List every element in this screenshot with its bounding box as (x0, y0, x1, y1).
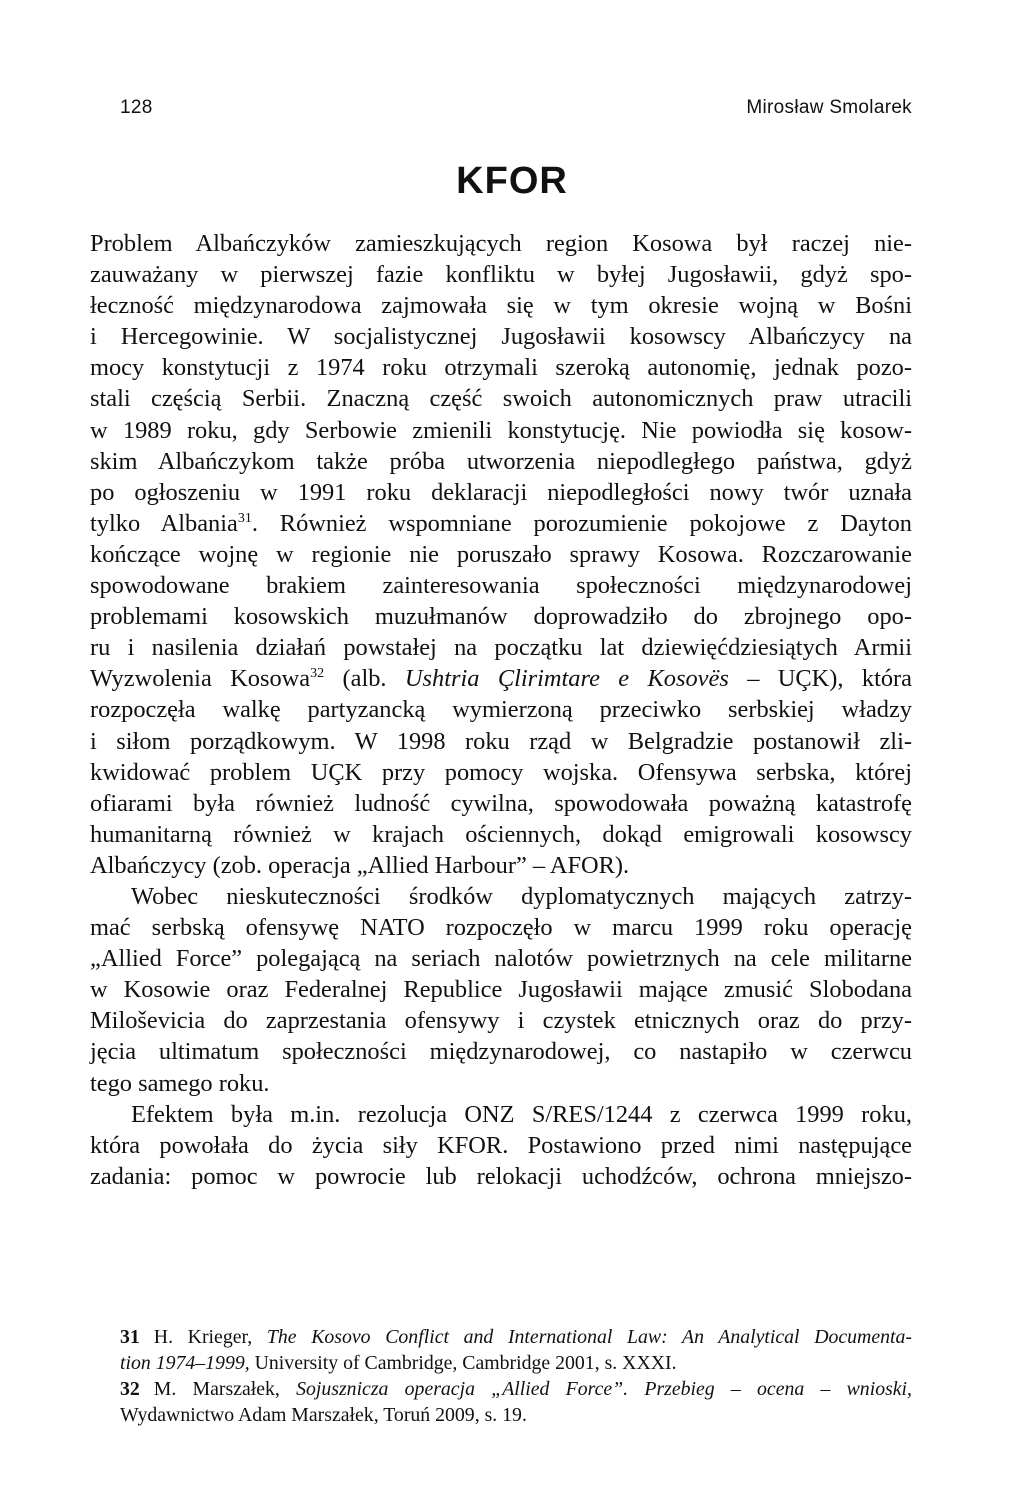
text-line: Wobec nieskuteczności środków dyplomatycznych mających zatrzy- (131, 882, 912, 910)
text-line: skim Albańczykom także próba utworzenia niepodległego państwa, gdyż (90, 447, 912, 475)
text-line: mocy konstytucji z 1974 roku otrzymali szeroką autonomię, jednak pozo- (90, 354, 912, 382)
text-fragment: – UÇK), która (728, 665, 912, 693)
text-fragment: H. Krieger, (153, 1326, 267, 1348)
italic-title: Sojusznicza operacja „Allied Force”. Przebieg – ocena – wnioski, (296, 1378, 913, 1400)
footnote-number: 32 (120, 1378, 140, 1400)
text-fragment: M. Marszałek, (153, 1378, 297, 1400)
footnote-ref-31: 31 (237, 510, 252, 526)
footnotes (120, 1324, 912, 1428)
text-line: jęcia ultimatum społeczności międzynarodowej, co nastapiło w czerwcu (90, 1038, 912, 1066)
text-fragment: tylko Albania (90, 509, 238, 537)
text-line: tego samego roku. (90, 1069, 270, 1097)
page-number: 128 (120, 97, 153, 118)
text-line: rozpoczęła walkę partyzancką wymierzoną przeciwko serbskiej władzy (90, 696, 912, 724)
paragraph-3 (90, 1099, 912, 1192)
text-line: humanitarną również w krajach ościennych, dokąd emigrowali kosowscy (90, 820, 912, 848)
text-line: i siłom porządkowym. W 1998 roku rząd w Belgradzie postanowił zli- (90, 727, 912, 755)
text-line: mać serbską ofensywę NATO rozpoczęło w marcu 1999 roku operację (90, 914, 912, 942)
text-fragment: . Również wspomniane porozumienie pokojowe z Dayton (251, 509, 912, 537)
text-line: kwidować problem UÇK przy pomocy wojska. Ofensywa serbska, której (90, 758, 912, 786)
text-line: „Allied Force” polegającą na seriach nalotów powietrznych na cele militarne (90, 945, 912, 973)
footnote-ref-32: 32 (310, 666, 325, 682)
text-line: ru i nasilenia działań powstałej na początku lat dziewięćdziesiątych Armii (90, 634, 912, 662)
text-line: stali częścią Serbii. Znaczną część swoich autonomicznych praw utracili (90, 385, 912, 413)
text-line: łeczność międzynarodowa zajmowała się w tym okresie wojną w Bośni (90, 292, 912, 320)
text-line: i Hercegowinie. W socjalistycznej Jugosławii kosowscy Albańczycy na (90, 323, 912, 351)
text-line: ofiarami była również ludność cywilna, spowodowała poważną katastrofę (90, 789, 912, 817)
text-line (90, 663, 912, 694)
paragraph-2 (90, 881, 912, 1099)
footnote-32-line (120, 1376, 912, 1402)
text-line: w 1989 roku, gdy Serbowie zmienili konstytucję. Nie powiodła się kosow- (90, 416, 912, 444)
footnote-32-line: Wydawnictwo Adam Marszałek, Toruń 2009, s. 19. (120, 1404, 527, 1426)
text-line: po ogłoszeniu w 1991 roku deklaracji niepodległości nowy twór uznała (90, 478, 912, 506)
text-line: w Kosowie oraz Federalnej Republice Jugosławii mające zmusić Slobodana (90, 976, 912, 1004)
italic-term: Ushtria Çlirimtare e Kosovës (404, 665, 729, 693)
text-line: Problem Albańczyków zamieszkujących region Kosowa był raczej nie- (90, 230, 912, 257)
text-line: zauważany w pierwszej fazie konfliktu w byłej Jugosławii, gdyż spo- (90, 261, 912, 289)
text-line: Albańczycy (zob. operacja „Allied Harbour” – AFOR). (90, 851, 630, 879)
running-header-author: Mirosław Smolarek (746, 97, 912, 118)
text-fragment: Wyzwolenia Kosowa (90, 665, 311, 693)
text-line (90, 508, 912, 539)
body-text (90, 228, 912, 1192)
section-title: KFOR (456, 160, 568, 202)
footnote-31-line (120, 1350, 912, 1376)
italic-title: The Kosovo Conflict and International Law: An Analytical Documenta- (266, 1326, 912, 1348)
paragraph-1 (90, 228, 912, 881)
text-line: kończące wojnę w regionie nie poruszało sprawy Kosowa. Rozczarowanie (90, 540, 912, 568)
text-line: zadania: pomoc w powrocie lub relokacji uchodźców, ochrona mniejszo- (90, 1162, 912, 1190)
footnote-number: 31 (120, 1326, 140, 1348)
text-line: problemami kosowskich muzułmanów doprowadziło do zbrojnego opo- (90, 603, 912, 631)
footnote-31-line (120, 1324, 912, 1350)
text-fragment: (alb. (324, 665, 405, 693)
text-line: Miloševicia do zaprzestania ofensywy i czystek etnicznych oraz do przy- (90, 1007, 912, 1035)
text-line: spowodowane brakiem zainteresowania społeczności międzynarodowej (90, 572, 912, 600)
italic-title: tion 1974–1999, (120, 1352, 250, 1374)
text-line: Efektem była m.in. rezolucja ONZ S/RES/1244 z czerwca 1999 roku, (131, 1100, 912, 1128)
text-fragment: University of Cambridge, Cambridge 2001, s. XXXI. (249, 1352, 677, 1374)
text-line: która powołała do życia siły KFOR. Postawiono przed nimi następujące (90, 1131, 912, 1159)
